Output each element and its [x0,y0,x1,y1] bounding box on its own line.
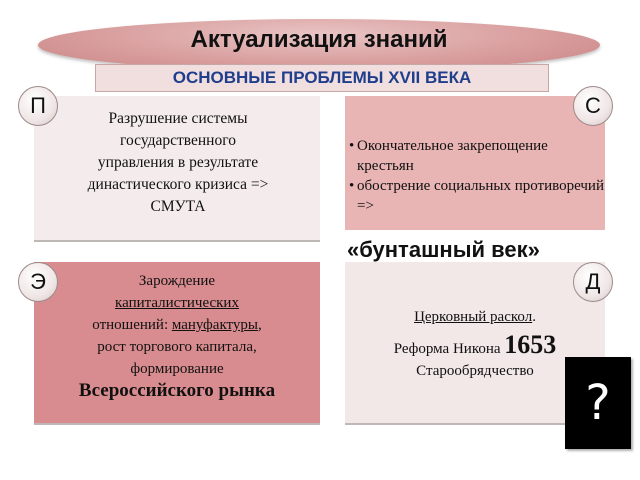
text-fragment: , [257,317,262,333]
list-item: • Окончательное закрепощение крестьян [349,136,605,176]
text-fragment: Реформа Никона [393,341,505,357]
text-line: Разрушение системы [108,110,248,127]
text-line: Старообрядчество [416,363,534,379]
question-button[interactable]: ? [565,357,631,449]
text-line: рост торгового капитала, [97,339,257,355]
text-line: формирование [130,361,224,377]
card-social-highlight: «бунташный век» [347,237,540,262]
letter-badge-e: Э [18,262,58,302]
text-line: государственного [120,132,236,149]
text-line [36,314,318,336]
text-line: СМУТА [150,198,206,215]
text-line [345,306,605,328]
text-fragment: мануфактуры [171,317,258,333]
card-social-list [349,136,605,216]
text-line: управления в результате [97,154,259,171]
card-economic-text [36,270,318,402]
text-line: Всероссийского рынка [78,380,276,401]
letter-badge-p: П [18,86,58,126]
letter-badge-d: Д [573,262,613,302]
text-fragment: отношений: [92,317,172,333]
letter-badge-s: С [573,86,613,126]
list-item: • обострение социальных противоречий => [349,176,605,216]
year-text: 1653 [504,330,557,359]
card-political-text [40,108,316,218]
text-line: династического кризиса => [87,176,269,193]
text-fragment: Церковный раскол [414,309,533,325]
subtitle-banner: ОСНОВНЫЕ ПРОБЛЕМЫ XVII ВЕКА [95,64,549,92]
text-line: Зарождение [138,273,216,289]
text-line: капиталистических [115,295,239,311]
text-fragment: . [532,309,536,325]
page-title: Актуализация знаний [190,26,448,53]
